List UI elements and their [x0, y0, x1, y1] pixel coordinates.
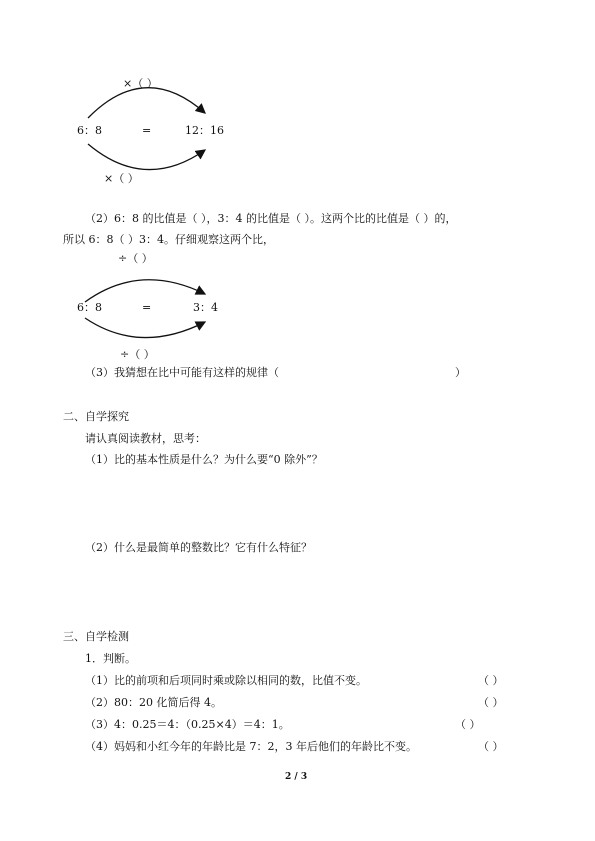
judge-item-1: （1）比的前项和后项同时乘或除以相同的数，比值不变。: [85, 674, 367, 687]
section3-title: 三、自学检测: [63, 630, 129, 643]
judge-item-4: （4）妈妈和小红今年的年龄比是 7：2，3 年后他们的年龄比不变。: [85, 740, 417, 753]
section3-sub: 1．判断。: [85, 652, 136, 665]
diagram1-right-ratio: 12：16: [185, 124, 224, 137]
section2-q2: （2）什么是最简单的整数比？它有什么特征？: [85, 541, 312, 554]
q2-line2: 所以 6：8（ ）3：4。仔细观察这两个比，: [63, 233, 274, 246]
diagram1-equals: =: [142, 124, 152, 137]
diagram1-top-op: ×（ ）: [123, 77, 158, 90]
arrow-bottom-2: [85, 318, 205, 338]
arrow-top-2: [85, 280, 205, 302]
diagram2-left-ratio: 6：8: [77, 301, 102, 314]
q2-line1: （2）6：8 的比值是（ ），3：4 的比值是（ ）。这两个比的比值是（ ）的，: [85, 212, 457, 225]
judge-item-3: （3）4：0.25＝4：（0.25×4）＝4：1。: [85, 718, 290, 731]
section2-title: 二、自学探究: [63, 410, 129, 423]
arrow-top-1: [88, 88, 205, 118]
page-number: 2 / 3: [285, 772, 308, 782]
q3-text: （3）我猜想在比中可能有这样的规律（: [85, 366, 279, 379]
judge-blank-4[interactable]: （ ）: [478, 740, 504, 753]
diagram1-bottom-op: ×（ ）: [104, 172, 139, 185]
diagram2-right-ratio: 3：4: [193, 301, 218, 314]
judge-blank-2[interactable]: （ ）: [478, 696, 504, 709]
diagram2-top-op: ÷（ ）: [118, 252, 153, 265]
section2-intro: 请认真阅读教材，思考：: [85, 432, 206, 445]
arrow-bottom-1: [88, 144, 205, 170]
section2-q1: （1）比的基本性质是什么？为什么要“0 除外”？: [85, 453, 323, 466]
judge-item-2: （2）80：20 化简后得 4。: [85, 696, 222, 709]
diagram2-bottom-op: ÷（ ）: [120, 348, 155, 361]
judge-blank-1[interactable]: （ ）: [478, 674, 504, 687]
diagram2-equals: =: [142, 301, 152, 314]
diagram1-left-ratio: 6：8: [77, 124, 102, 137]
q3-close: ）: [455, 366, 466, 379]
judge-blank-3[interactable]: （ ）: [455, 718, 481, 731]
